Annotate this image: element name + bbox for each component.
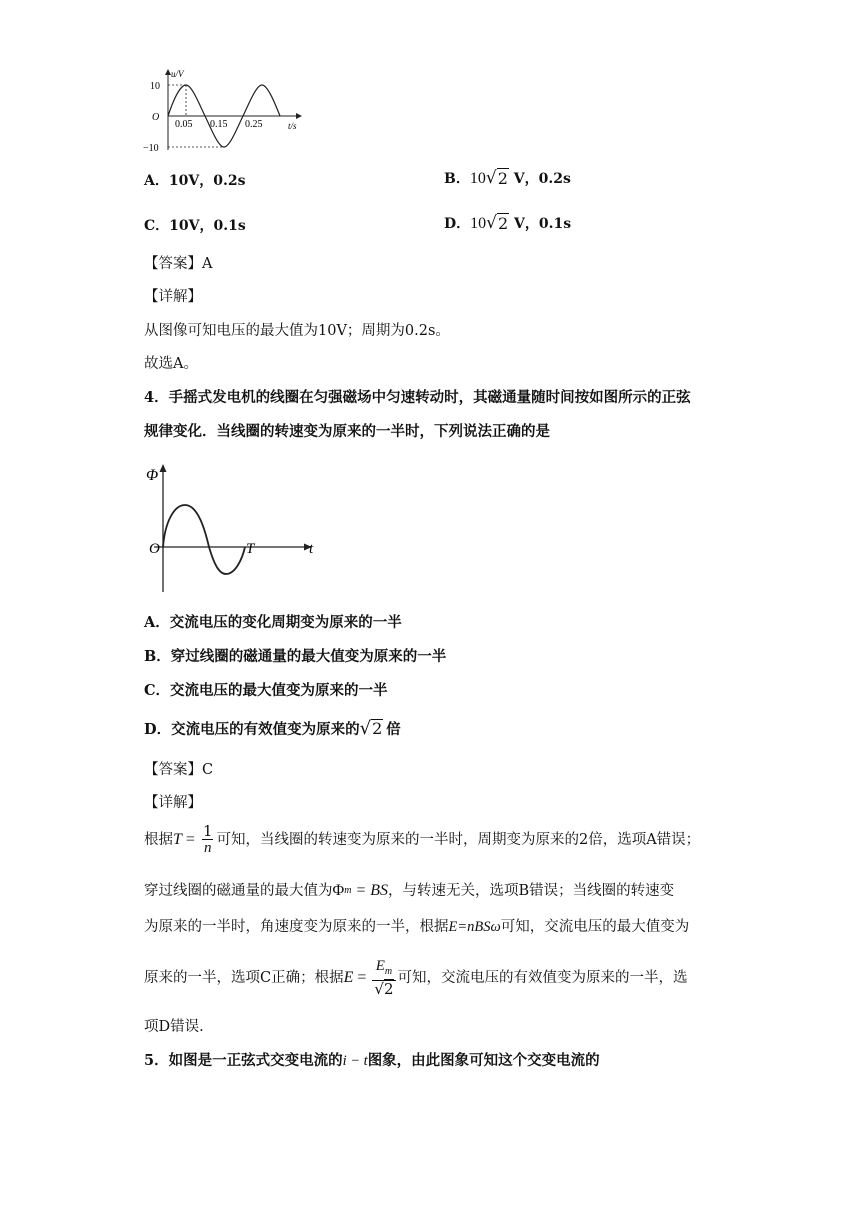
text: 可知，交流电压的有效值变为原来的一半，选	[397, 969, 688, 986]
text: 图象，由此图象可知这个交变电流的	[367, 1052, 600, 1069]
option-letter: B．	[444, 171, 470, 187]
option-text: V，0.2s	[508, 171, 571, 187]
sqrt-expression: √ 2	[359, 718, 383, 739]
q4-detail-heading: 【详解】	[144, 795, 202, 811]
origin-label: O	[149, 541, 160, 557]
subscript: m	[344, 885, 352, 896]
math-var: Φ	[332, 882, 345, 899]
sqrt-expression: √ 2	[486, 213, 509, 233]
q5-stem	[144, 1052, 600, 1070]
option-text: V，0.1s	[509, 216, 572, 232]
text: 原来的一半，选项C正确；根据	[144, 969, 344, 986]
text: 可知，当线圈的转速变为原来的一半时，周期变为原来的2倍，选项A错误；	[216, 831, 701, 848]
option-text: 10V，0.1s	[169, 218, 246, 234]
q3-detail-heading: 【详解】	[144, 289, 202, 305]
option-letter: C．	[144, 218, 170, 234]
period-label: T	[246, 541, 255, 557]
x-tick-0.25: 0.25	[245, 119, 263, 130]
y-tick-neg10: −10	[143, 143, 159, 154]
q4-detail-line1	[144, 823, 700, 856]
y-axis-label: u/V	[171, 69, 184, 79]
fraction: $\frac{E_m}{√2}$	[374, 958, 394, 998]
q3-answer: 【答案】A	[144, 256, 213, 272]
voltage-time-graph	[140, 66, 315, 156]
flux-time-graph	[140, 460, 340, 600]
option-letter: A．	[144, 173, 169, 189]
q3-option-a	[144, 170, 245, 190]
math-expr: = BS	[351, 882, 389, 899]
q4-option-d	[144, 719, 401, 739]
text: 5．如图是一正弦式交变电流的	[144, 1052, 343, 1069]
text: 可知，交流电压的最大值变为	[500, 919, 690, 935]
formula: E=nBSω	[448, 919, 501, 935]
q4-detail-line2	[144, 882, 674, 900]
origin-label: O	[152, 112, 160, 123]
option-text: 10V，0.2s	[168, 173, 246, 189]
math-var: E	[343, 968, 354, 986]
t-axis-label: t	[309, 541, 314, 557]
q3-detail-line2: 故选A。	[144, 356, 198, 372]
text: 根据	[144, 831, 173, 848]
q4-stem-line2: 规律变化．当线圈的转速变为原来的一半时，下列说法正确的是	[144, 423, 550, 440]
option-text: D．交流电压的有效值变为原来的	[144, 721, 360, 738]
q4-stem-line1: 4．手摇式发电机的线圈在匀强磁场中匀速转动时，其磁通量随时间按如图所示的正弦	[144, 389, 691, 406]
option-letter: D．	[444, 216, 471, 232]
sqrt-expression: √ 2	[485, 168, 508, 188]
text: 穿过线圈的磁通量的最大值为	[144, 883, 333, 899]
q4-option-b: B．穿过线圈的磁通量的最大值变为原来的一半	[144, 648, 447, 665]
q3-option-b	[444, 168, 571, 188]
x-axis-label: t/s	[288, 121, 297, 131]
q3-option-c	[144, 215, 246, 235]
q4-answer: 【答案】C	[144, 762, 214, 778]
phi-axis-label: Φ	[146, 467, 159, 484]
equals-sign: =	[181, 830, 199, 848]
q4-option-a: A．交流电压的变化周期变为原来的一半	[144, 614, 402, 631]
equals-sign: =	[353, 968, 371, 986]
x-tick-0.05: 0.05	[175, 119, 193, 130]
math-expr: i − t	[342, 1053, 368, 1069]
q3-option-d	[444, 213, 571, 233]
q4-detail-line5: 项D错误.	[144, 1019, 204, 1035]
q4-detail-line3	[144, 918, 689, 936]
x-tick-0.15: 0.15	[210, 119, 228, 130]
q3-detail-line1: 从图像可知电压的最大值为10V；周期为0.2s。	[144, 323, 450, 339]
q4-detail-line4	[144, 958, 688, 997]
text: 为原来的一半时，角速度变为原来的一半，根据	[144, 919, 449, 935]
coefficient: 10	[469, 170, 486, 187]
coefficient: 10	[470, 215, 487, 232]
option-text: 倍	[386, 721, 401, 738]
fraction: $\frac{1}{n}$	[202, 822, 213, 856]
text: ，与转速无关，选项B错误；当线圈的转速变	[388, 883, 675, 899]
y-tick-10: 10	[150, 81, 160, 92]
q4-option-c: C．交流电压的最大值变为原来的一半	[144, 682, 388, 699]
math-var: T	[173, 830, 182, 848]
